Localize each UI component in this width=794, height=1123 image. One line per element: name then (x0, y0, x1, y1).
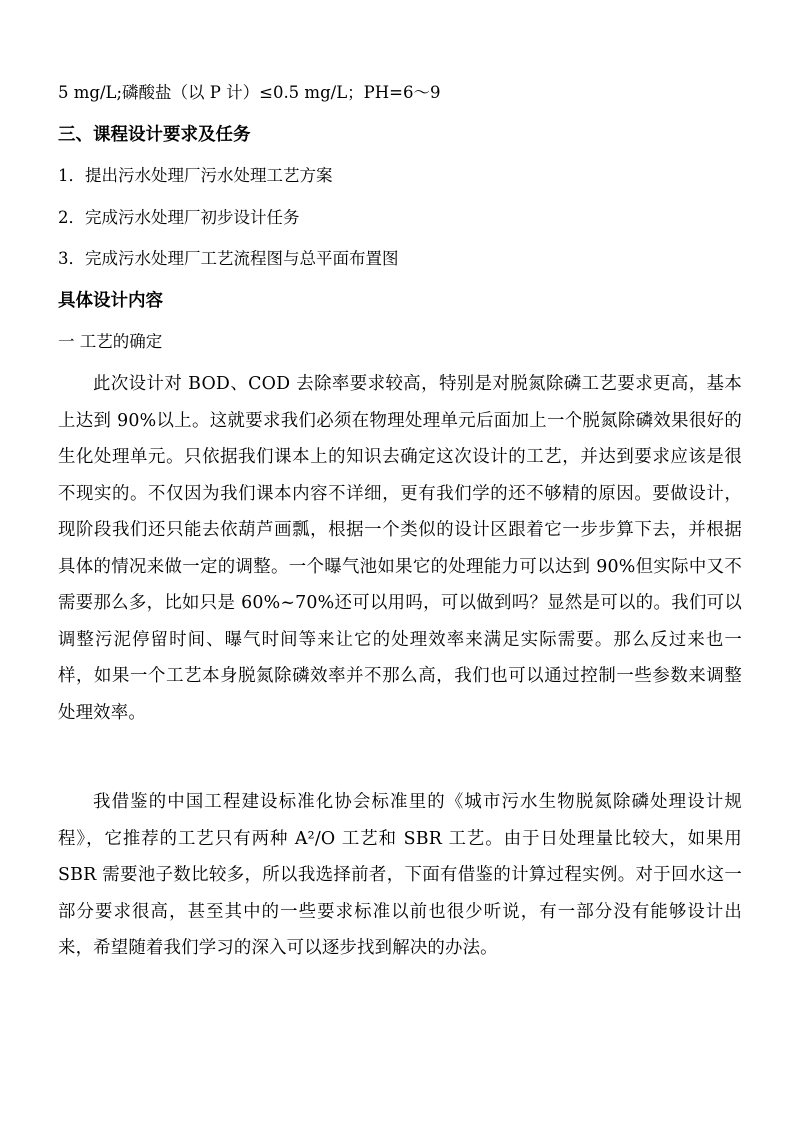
section-heading: 三、课程设计要求及任务 (58, 125, 251, 145)
body-paragraph-1: 此次设计对 BOD、COD 去除率要求较高，特别是对脱氮除磷工艺要求更高，基本上达到 90%以上。这就要求我们必须在物理处理单元后面加上一个脱氮除磷效果很好的生化处理单元。只依据我们课本上的知识去确定这次设计的工艺，并达到要求应该是很不现实的。不仅因为我们课本内容不详细，更有我们学的还不够精的原因。要做设计，现阶段我们还只能去依葫芦画瓢，根据一个类似的设计区跟着它一步步算下去，并根据具体的情况来做一定的调整。一个曝气池如果它的处理能力可以达到 90%但实际中又不需要那么多，比如只是 60%~70%还可以用吗，可以做到吗？显然是可以的。我们可以调整污泥停留时间、曝气时间等来让它的处理效率来满足实际需要。那么反过来也一样，如果一个工艺本身脱氮除磷效率并不那么高，我们也可以通过控制一些参数来调整处理效率。 (58, 374, 742, 723)
content-heading: 具体设计内容 (58, 291, 163, 311)
task-item-3: 3．完成污水处理厂工艺流程图与总平面布置图 (58, 249, 399, 268)
task-item-1: 1．提出污水处理厂污水处理工艺方案 (58, 166, 333, 185)
subheading: 一 工艺的确定 (58, 332, 163, 351)
task-item-2: 2．完成污水处理厂初步设计任务 (58, 208, 300, 227)
standards-continuation-line: 5 mg/L;磷酸盐（以 P 计）≤0.5 mg/L；PH=6～9 (58, 83, 441, 102)
body-paragraph-2: 我借鉴的中国工程建设标准化协会标准里的《城市污水生物脱氮除磷处理设计规程》，它推荐的工艺只有两种 A²/O 工艺和 SBR 工艺。由于日处理量比较大，如果用 SBR 需要池子数比较多，所以我选择前者，下面有借鉴的计算过程实例。对于回水这一部分要求很高，甚至其中的一些要求标准以前也很少听说，有一部分没有能够设计出来，希望随着我们学习的深入可以逐步找到解决的办法。 (58, 792, 742, 958)
